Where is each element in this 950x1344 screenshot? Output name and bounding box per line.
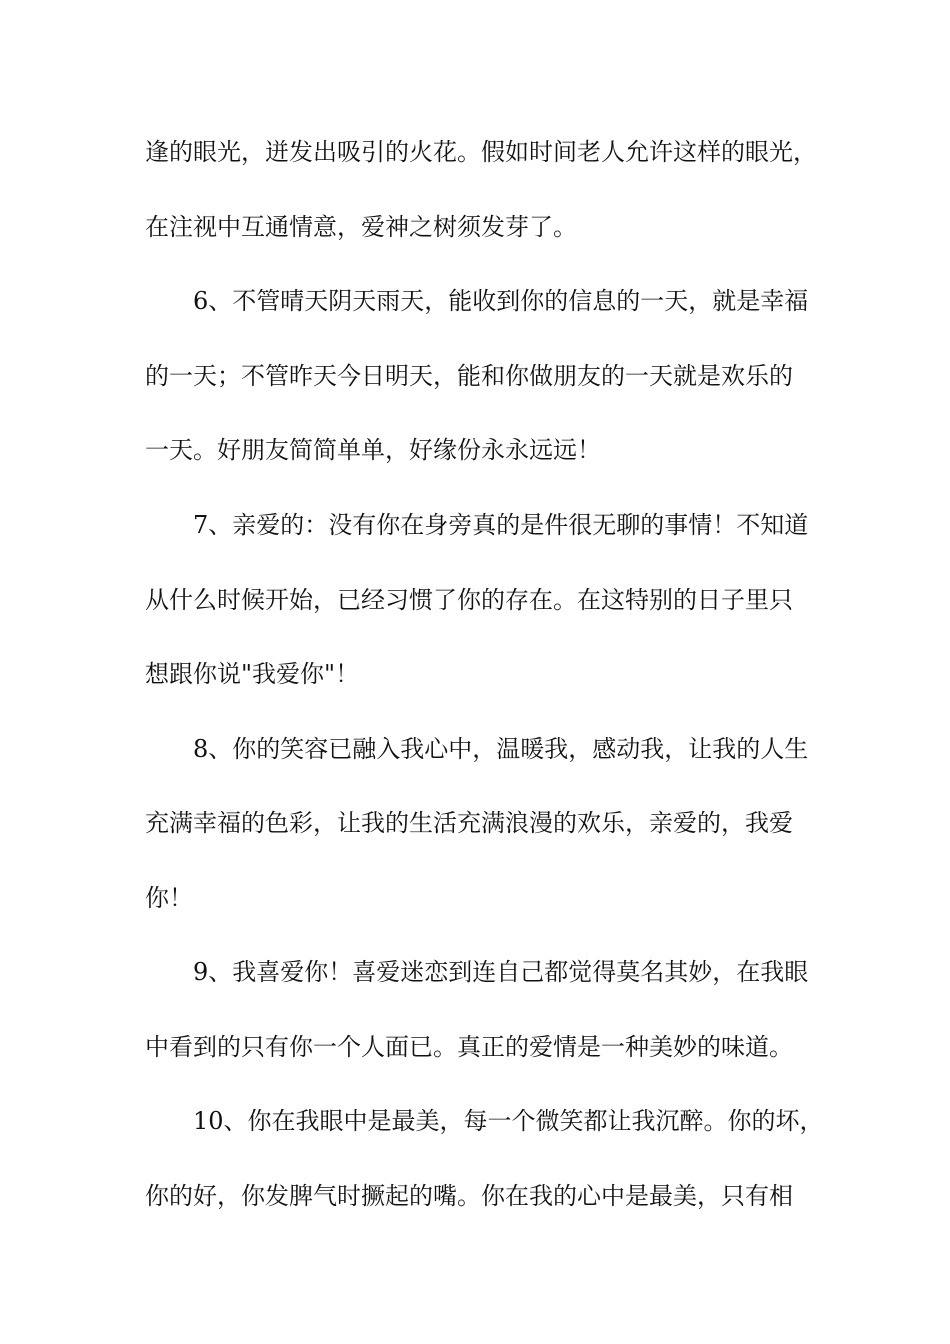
text-line: 逢的眼光，迸发出吸引的火花。假如时间老人允许这样的眼光， [145, 138, 817, 166]
text-line: 你！ [145, 884, 193, 912]
text-line: 充满幸福的色彩，让我的生活充满浪漫的欢乐，亲爱的，我爱 [145, 809, 793, 837]
text-line: 一天。好朋友简简单单，好缘份永永远远！ [145, 436, 601, 464]
paragraph-6-start: 6、不管晴天阴天雨天，能收到你的信息的一天，就是幸福 [193, 287, 809, 315]
text-line: 的一天；不管昨天今日明天，能和你做朋友的一天就是欢乐的 [145, 362, 793, 390]
text-line: 想跟你说"我爱你"！ [145, 660, 360, 688]
paragraph-8-start: 8、你的笑容已融入我心中，温暖我，感动我，让我的人生 [193, 735, 809, 763]
text-line: 你的好，你发脾气时撅起的嘴。你在我的心中是最美，只有相 [145, 1182, 793, 1210]
text-line: 从什么时候开始，已经习惯了你的存在。在这特别的日子里只 [145, 586, 793, 614]
paragraph-7-start: 7、亲爱的：没有你在身旁真的是件很无聊的事情！不知道 [193, 511, 809, 539]
text-line: 中看到的只有你一个人面已。真正的爱情是一种美妙的味道。 [145, 1033, 793, 1061]
paragraph-9-start: 9、我喜爱你！喜爱迷恋到连自己都觉得莫名其妙，在我眼 [193, 958, 809, 986]
text-line: 在注视中互通情意，爱神之树须发芽了。 [145, 213, 577, 241]
paragraph-10-start: 10、你在我眼中是最美，每一个微笑都让我沉醉。你的坏， [193, 1107, 824, 1135]
